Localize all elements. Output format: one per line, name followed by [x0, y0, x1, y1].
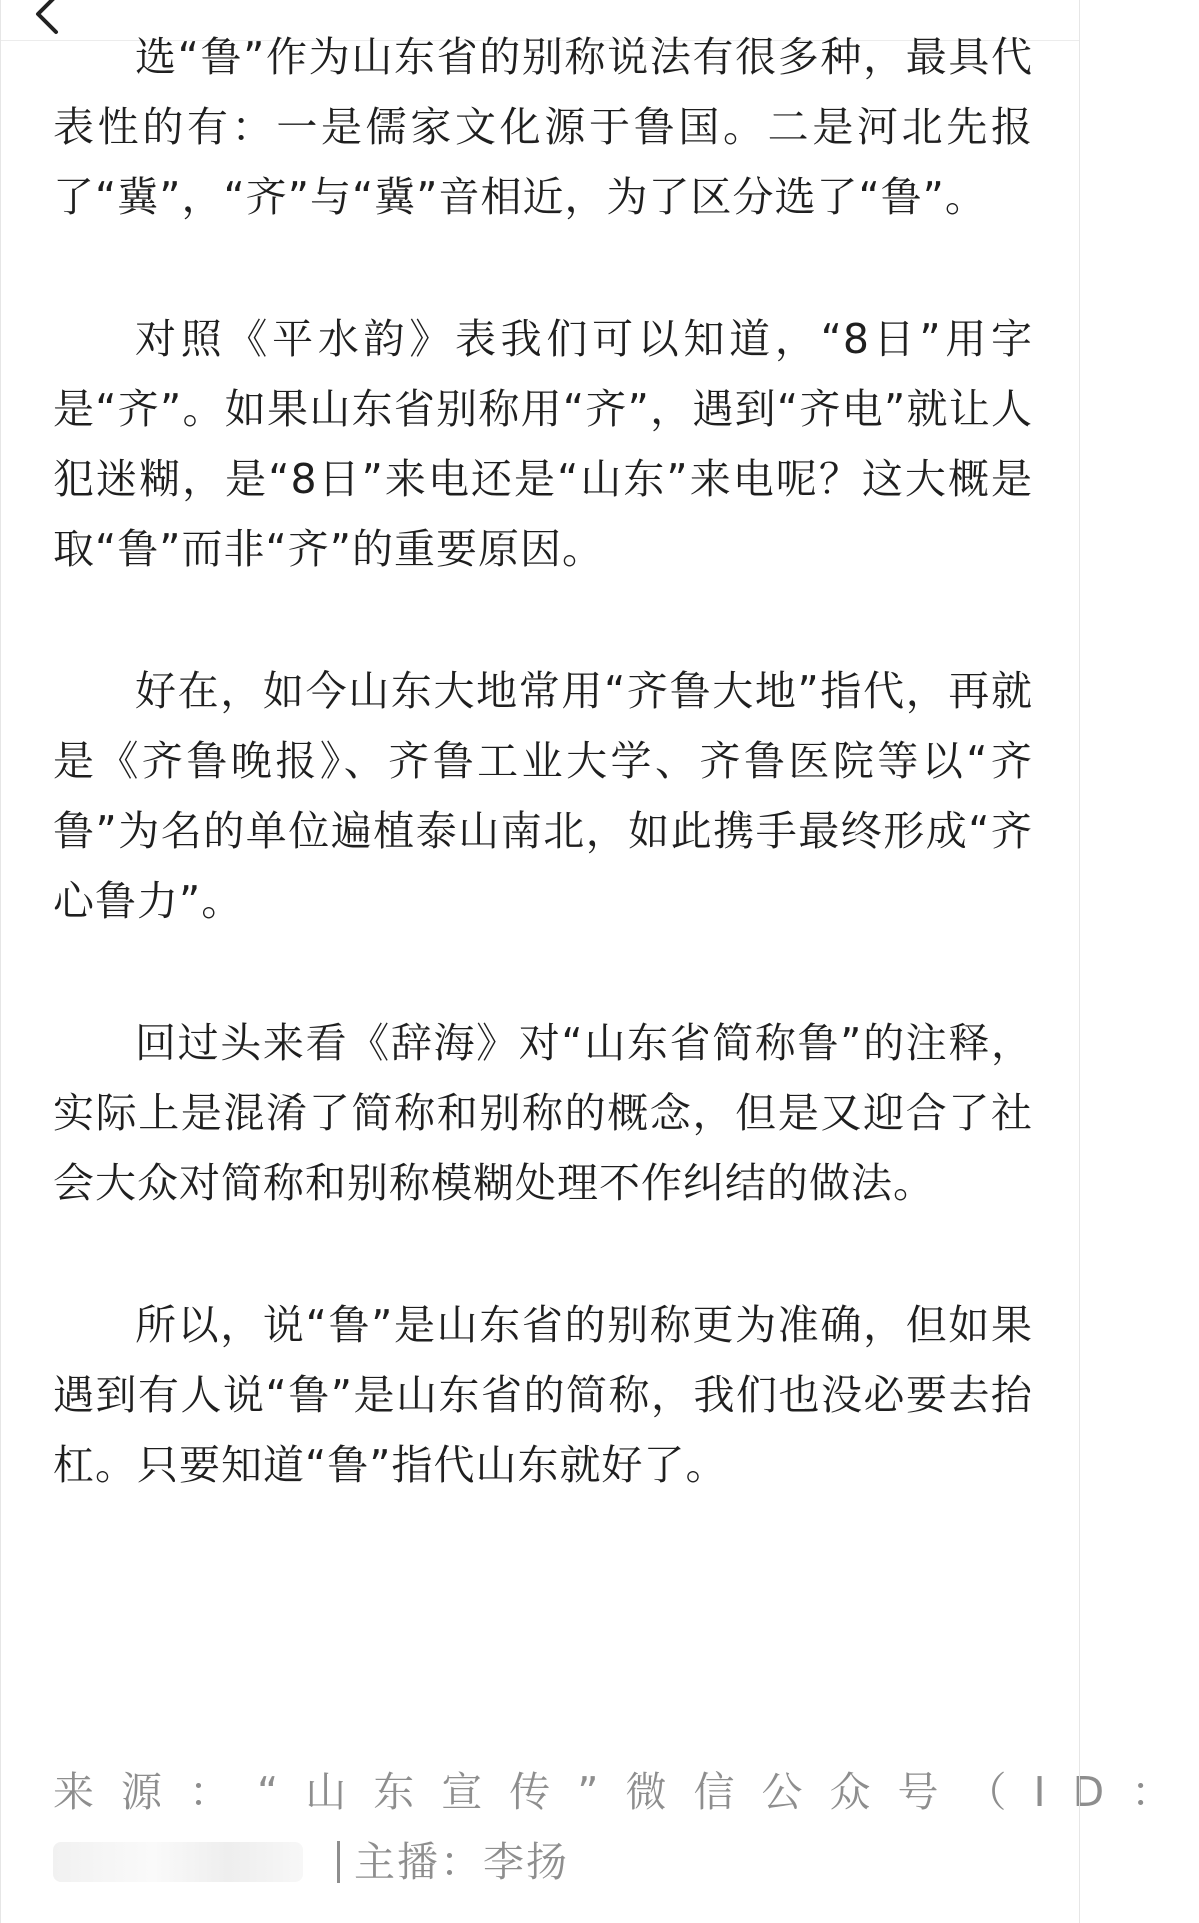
- source-attribution: 来源：“山东宣传”微信公众号（ID：: [53, 1768, 1199, 1816]
- article-paragraph: 好在，如今山东大地常用“齐鲁大地”指代，再就是《齐鲁晚报》、齐鲁工业大学、齐鲁医院等以“齐鲁”为名的单位遍植泰山南北，如此携手最终形成“齐心鲁力”。: [53, 667, 1033, 925]
- anchor-credit: 主播：李扬: [354, 1838, 569, 1886]
- blurred-account-id: [53, 1842, 303, 1882]
- article-paragraph: 所以，说“鲁”是山东省的别称更为准确，但如果遇到有人说“鲁”是山东省的简称，我们也没必要去抬杠。只要知道“鲁”指代山东就好了。: [53, 1301, 1033, 1489]
- article-body: [53, 22, 1033, 1500]
- article-paragraph: 选“鲁”作为山东省的别称说法有很多种，最具代表性的有：一是儒家文化源于鲁国。二是河北先报了“冀”，“齐”与“冀”音相近，为了区分选了“鲁”。: [53, 33, 1033, 221]
- source-footer: [53, 1757, 1199, 1897]
- divider: [337, 1841, 340, 1883]
- article-paragraph: 回过头来看《辞海》对“山东省简称鲁”的注释，实际上是混淆了简称和别称的概念，但是又迎合了社会大众对简称和别称模糊处理不作纠结的做法。: [53, 1019, 1033, 1207]
- anchor-credit-line: [53, 1827, 1033, 1897]
- article-paragraph: 对照《平水韵》表我们可以知道，“8日”用字是“齐”。如果山东省别称用“齐”，遇到“齐电”就让人犯迷糊，是“8日”来电还是“山东”来电呢？这大概是取“鲁”而非“齐”的重要原因。: [53, 315, 1033, 573]
